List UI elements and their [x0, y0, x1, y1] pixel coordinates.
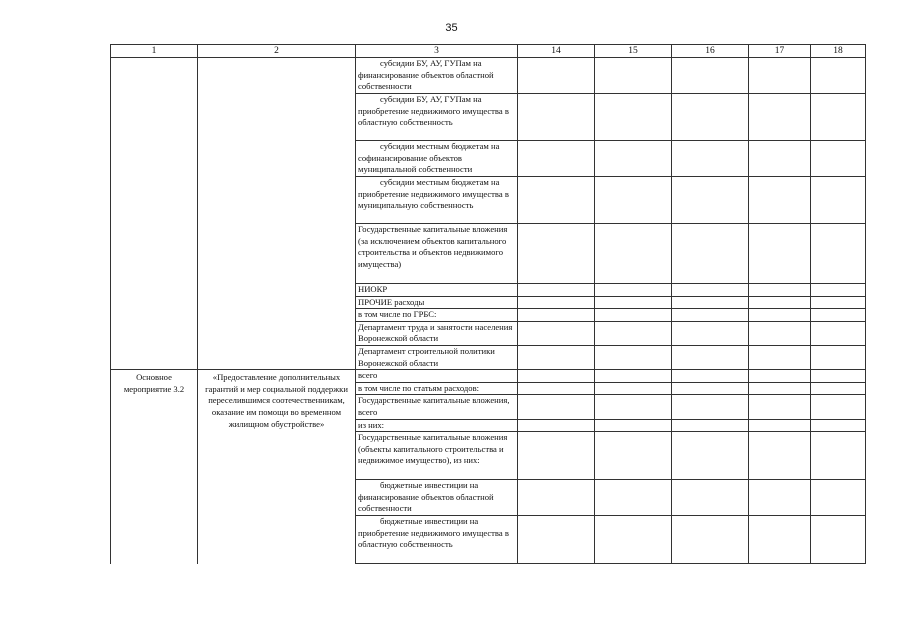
value-cell [672, 432, 749, 480]
row-label: субсидии БУ, АУ, ГУПам на финансирование объектов областной собственности [356, 58, 518, 94]
value-cell [518, 141, 595, 177]
row-label: ПРОЧИЕ расходы [356, 296, 518, 309]
value-cell [749, 141, 811, 177]
value-cell [518, 370, 595, 383]
value-cell [749, 370, 811, 383]
value-cell [672, 58, 749, 94]
header-row [111, 45, 866, 58]
value-cell [811, 395, 866, 419]
header-cell: 16 [672, 45, 749, 58]
value-cell [518, 224, 595, 284]
value-cell [595, 382, 672, 395]
value-cell [672, 345, 749, 369]
value-cell [811, 177, 866, 224]
value-cell [672, 516, 749, 564]
row-label: субсидии БУ, АУ, ГУПам на приобретение недвижимого имущества в областную собственность [356, 94, 518, 141]
value-cell [749, 419, 811, 432]
value-cell [518, 296, 595, 309]
value-cell [672, 177, 749, 224]
value-cell [672, 480, 749, 516]
header-cell: 14 [518, 45, 595, 58]
value-cell [595, 432, 672, 480]
value-cell [672, 224, 749, 284]
value-cell [811, 480, 866, 516]
value-cell [595, 58, 672, 94]
value-cell [595, 345, 672, 369]
value-cell [595, 141, 672, 177]
value-cell [749, 94, 811, 141]
header-cell: 15 [595, 45, 672, 58]
value-cell [749, 296, 811, 309]
row-label: Государственные капитальные вложения (за исключением объектов капитального строительства и объектов недвижимого имущества) [356, 224, 518, 284]
value-cell [595, 309, 672, 322]
activity-number: Основное мероприятие 3.2 [111, 370, 198, 564]
value-cell [749, 284, 811, 297]
value-cell [811, 296, 866, 309]
value-cell [595, 480, 672, 516]
value-cell [749, 516, 811, 564]
value-cell [811, 58, 866, 94]
header-cell: 1 [111, 45, 198, 58]
value-cell [672, 370, 749, 383]
value-cell [518, 177, 595, 224]
value-cell [518, 382, 595, 395]
value-cell [811, 141, 866, 177]
budget-table [110, 44, 866, 564]
header-cell: 18 [811, 45, 866, 58]
value-cell [595, 419, 672, 432]
value-cell [672, 395, 749, 419]
value-cell [749, 58, 811, 94]
value-cell [749, 345, 811, 369]
value-cell [518, 516, 595, 564]
row-label: всего [356, 370, 518, 383]
value-cell [672, 321, 749, 345]
value-cell [811, 432, 866, 480]
header-cell: 3 [356, 45, 518, 58]
header-cell: 17 [749, 45, 811, 58]
header-cell: 2 [198, 45, 356, 58]
activity-title: «Предоставление дополнительных гарантий и мер социальной поддержки переселившимся соотечественникам, оказание им помощи во временном жилищном обустройстве» [198, 370, 356, 564]
value-cell [518, 419, 595, 432]
row-label: Департамент труда и занятости населения Воронежской области [356, 321, 518, 345]
value-cell [811, 370, 866, 383]
value-cell [518, 432, 595, 480]
value-cell [595, 516, 672, 564]
value-cell [749, 309, 811, 322]
value-cell [811, 94, 866, 141]
value-cell [811, 321, 866, 345]
value-cell [518, 58, 595, 94]
empty-cell [198, 58, 356, 370]
value-cell [672, 141, 749, 177]
value-cell [749, 480, 811, 516]
row-label: НИОКР [356, 284, 518, 297]
value-cell [749, 432, 811, 480]
value-cell [595, 94, 672, 141]
table-row [111, 370, 866, 383]
value-cell [518, 309, 595, 322]
value-cell [811, 224, 866, 284]
value-cell [811, 419, 866, 432]
row-label: в том числе по ГРБС: [356, 309, 518, 322]
value-cell [672, 284, 749, 297]
value-cell [749, 382, 811, 395]
value-cell [518, 94, 595, 141]
value-cell [811, 382, 866, 395]
row-label: бюджетные инвестиции на финансирование объектов областной собственности [356, 480, 518, 516]
value-cell [811, 516, 866, 564]
value-cell [595, 177, 672, 224]
value-cell [749, 321, 811, 345]
value-cell [518, 345, 595, 369]
value-cell [749, 177, 811, 224]
value-cell [672, 309, 749, 322]
table-row [111, 58, 866, 94]
value-cell [595, 370, 672, 383]
value-cell [595, 296, 672, 309]
value-cell [672, 419, 749, 432]
value-cell [595, 321, 672, 345]
row-label: в том числе по статьям расходов: [356, 382, 518, 395]
value-cell [811, 284, 866, 297]
row-label: из них: [356, 419, 518, 432]
page-number: 35 [445, 22, 458, 34]
value-cell [672, 382, 749, 395]
value-cell [518, 395, 595, 419]
value-cell [595, 395, 672, 419]
value-cell [518, 284, 595, 297]
value-cell [518, 321, 595, 345]
value-cell [518, 480, 595, 516]
row-label: Департамент строительной политики Воронежской области [356, 345, 518, 369]
value-cell [672, 296, 749, 309]
row-label: субсидии местным бюджетам на софинансирование объектов муниципальной собственности [356, 141, 518, 177]
value-cell [672, 94, 749, 141]
empty-cell [111, 58, 198, 370]
row-label: бюджетные инвестиции на приобретение недвижимого имущества в областную собственность [356, 516, 518, 564]
value-cell [595, 224, 672, 284]
row-label: Государственные капитальные вложения (объекты капитального строительства и недвижимое имущество), из них: [356, 432, 518, 480]
value-cell [595, 284, 672, 297]
value-cell [749, 395, 811, 419]
value-cell [811, 345, 866, 369]
row-label: субсидии местным бюджетам на приобретение недвижимого имущества в муниципальную собственность [356, 177, 518, 224]
value-cell [749, 224, 811, 284]
row-label: Государственные капитальные вложения, всего [356, 395, 518, 419]
value-cell [811, 309, 866, 322]
